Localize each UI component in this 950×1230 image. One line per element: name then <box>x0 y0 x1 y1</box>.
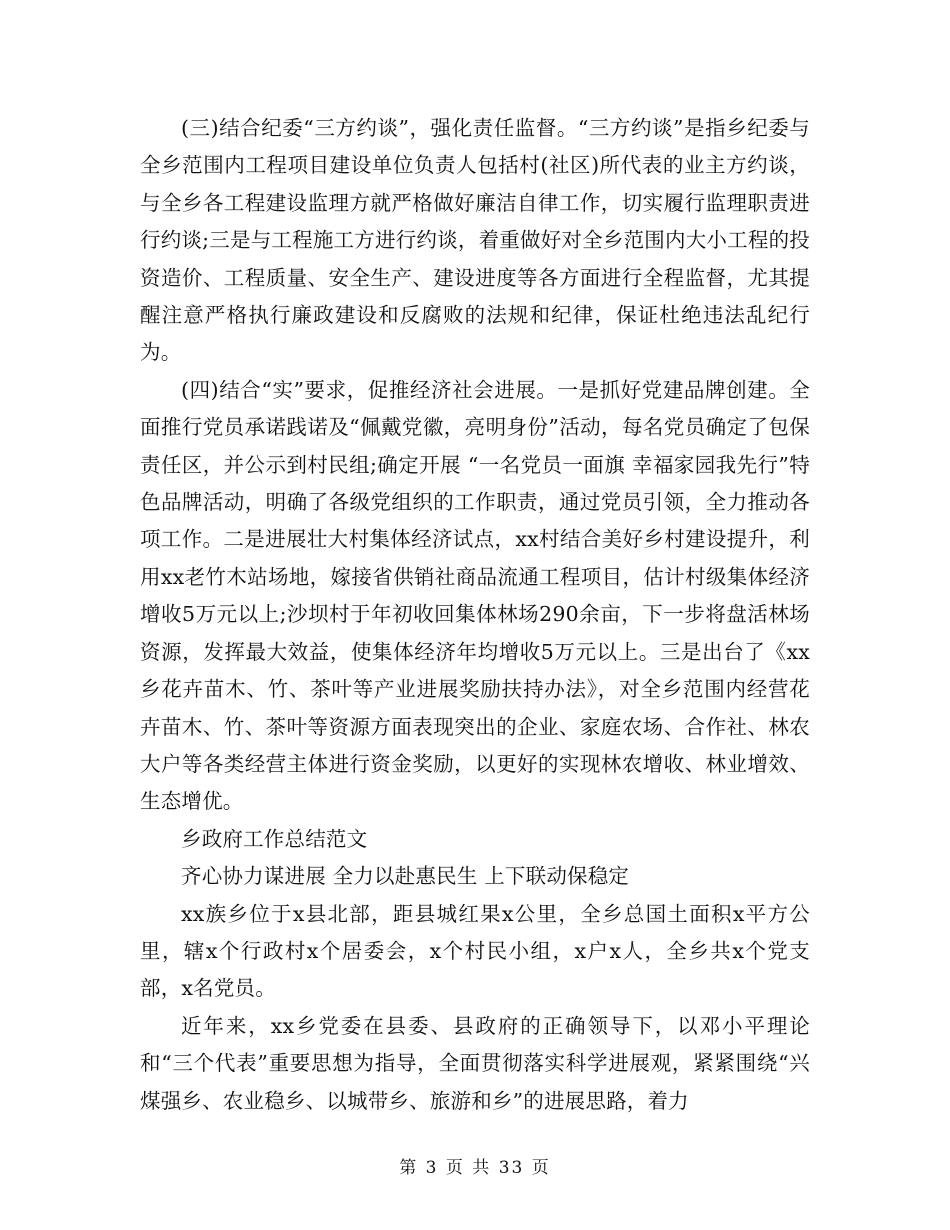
paragraph-economy: (四)结合“实”要求，促推经济社会进展。一是抓好党建品牌创建。全面推行党员承诺践诺及“佩戴党徽，亮明身份”活动，每名党员确定了包保责任区，并公示到村民组;确定开展 “一名党员一面旗 幸福家园我先行”特色品牌活动，明确了各级党组织的工作职责，通过党员引领，全力推动各项工作。二是进展壮大村集体经济试点，xx村结合美好乡村建设提升，利用xx老竹木站场地，嫁接省供销社商品流通工程项目，估计村级集体经济增收5万元以上;沙坝村于年初收回集体林场290余亩，下一步将盘活林场资源，发挥最大效益，使集体经济年均增收5万元以上。三是出台了《xx乡花卉苗木、竹、茶叶等产业进展奖励扶持办法》，对全乡范围内经营花卉苗木、竹、茶叶等资源方面表现突出的企业、家庭农场、合作社、林农大户等各类经营主体进行资金奖励，以更好的实现林农增收、林业增效、生态增优。 <box>140 377 810 814</box>
paragraph-recent-years: 近年来，xx乡党委在县委、县政府的正确领导下，以邓小平理论和“三个代表”重要思想为指导，全面贯彻落实科学进展观，紧紧围绕“兴煤强乡、农业稳乡、以城带乡、旅游和乡”的进展思路，着力 <box>140 1013 810 1113</box>
paragraph-overview: xx族乡位于x县北部，距县城红果x公里，全乡总国土面积x平方公里，辖x个行政村x个居委会，x个村民小组，x户x人，全乡共x个党支部，x名党员。 <box>140 901 810 1001</box>
document-body <box>140 110 810 1120</box>
section-title: 乡政府工作总结范文 <box>181 826 368 851</box>
section-subtitle: 齐心协力谋进展 全力以赴惠民生 上下联动保稳定 <box>181 864 630 889</box>
page-number: 第 3 页 共 33 页 <box>399 1158 551 1178</box>
paragraph-supervision: (三)结合纪委“三方约谈”，强化责任监督。“三方约谈”是指乡纪委与全乡范围内工程项目建设单位负责人包括村(社区)所代表的业主方约谈，与全乡各工程建设监理方就严格做好廉洁自律工作，切实履行监理职责进行约谈;三是与工程施工方进行约谈，着重做好对全乡范围内大小工程的投资造价、工程质量、安全生产、建设进度等各方面进行全程监督，尤其提醒注意严格执行廉政建设和反腐败的法规和纪律，保证杜绝违法乱纪行为。 <box>140 116 810 365</box>
